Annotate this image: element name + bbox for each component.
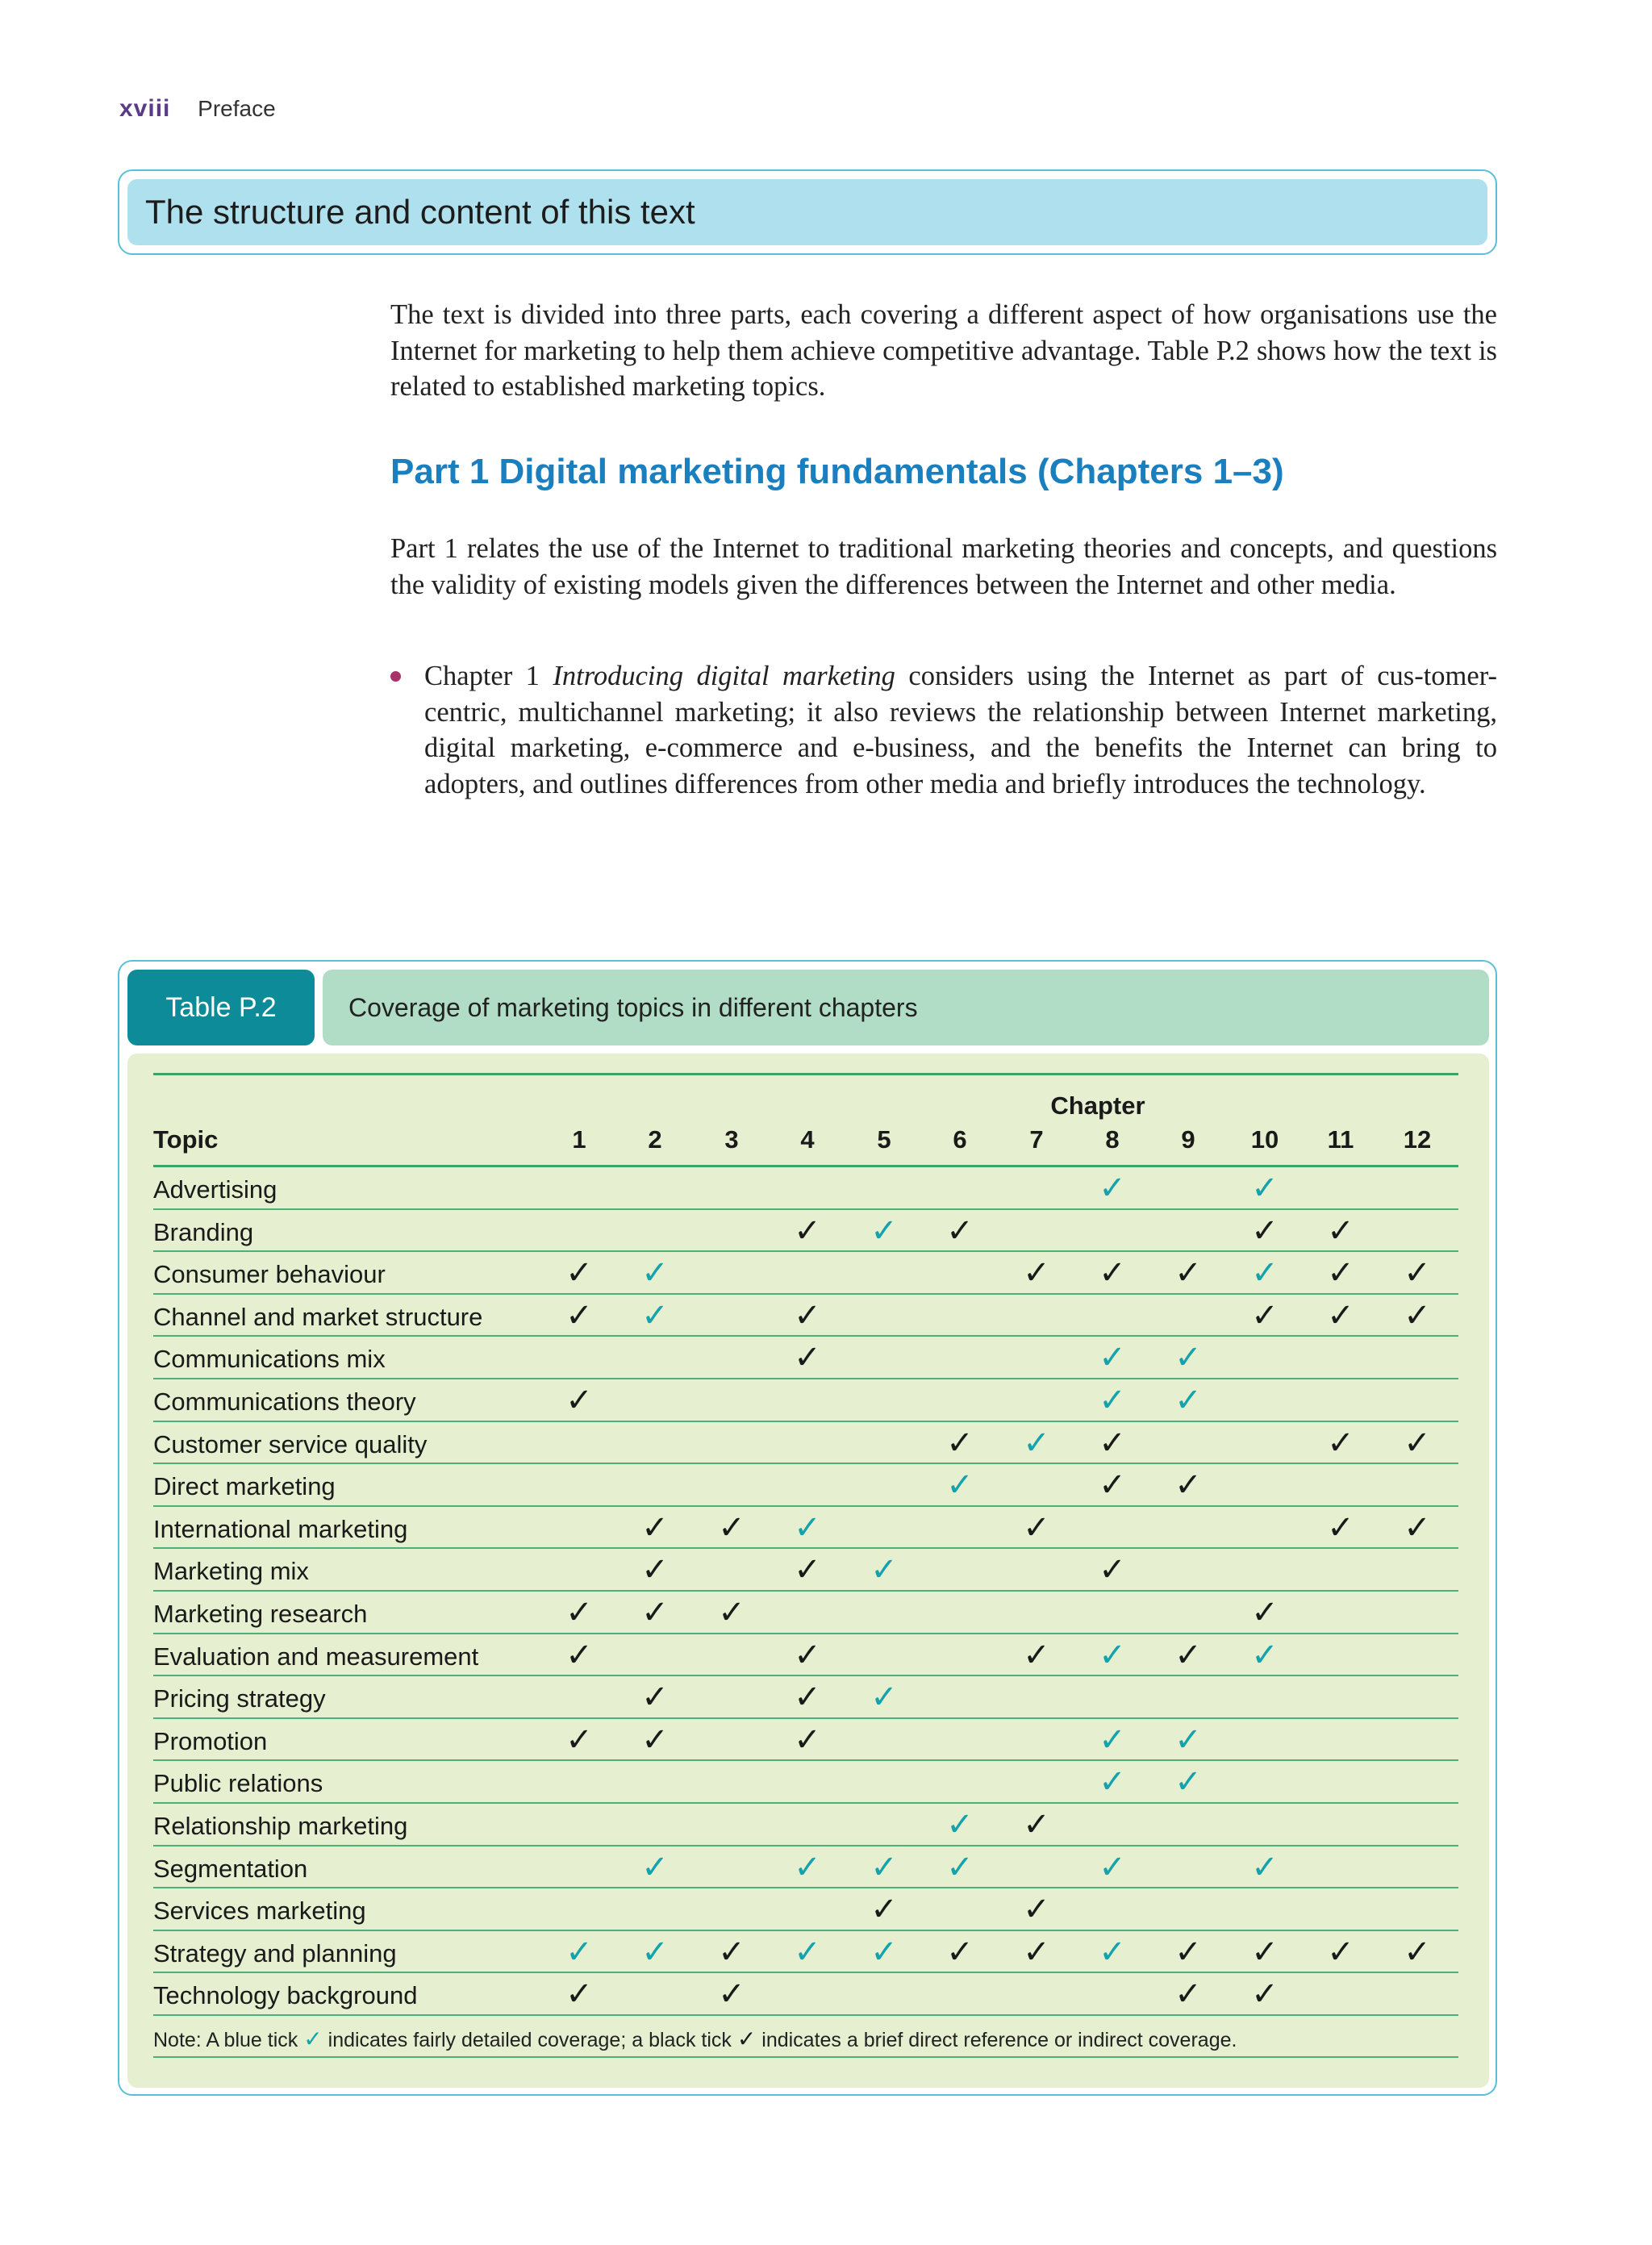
chapter-header-9: 9 <box>1181 1125 1195 1154</box>
blue-tick-icon: ✓ <box>870 1679 898 1717</box>
chapter-header-4: 4 <box>800 1125 815 1154</box>
black-tick-icon: ✓ <box>1099 1551 1126 1589</box>
black-tick-icon: ✓ <box>565 1721 593 1759</box>
black-tick-icon: ✓ <box>1174 1254 1202 1292</box>
black-tick-icon: ✓ <box>1251 1296 1279 1334</box>
section-title-box <box>118 169 1497 255</box>
blue-tick-icon: ✓ <box>1251 1636 1279 1674</box>
bullet-rest: considers using the Internet as part of cus-tomer-centric, multichannel marketing; it also reviews the relationship between Internet marketing, digital marketing, e-commerce and e-business, and the benefits the Internet can bring to adopters, and outlines differences from other media and briefly introduces the technology. <box>424 661 1497 799</box>
blue-tick-icon: ✓ <box>1099 1848 1126 1886</box>
black-tick-icon: ✓ <box>794 1551 821 1589</box>
blue-tick-icon: ✓ <box>1174 1721 1202 1759</box>
black-tick-icon: ✓ <box>641 1721 669 1759</box>
topic-cell: Customer service quality <box>153 1429 428 1458</box>
black-tick-icon: ✓ <box>794 1212 821 1250</box>
black-tick-icon: ✓ <box>1023 1508 1050 1546</box>
coverage-table <box>153 1073 1458 2058</box>
table-row <box>153 1761 1458 1804</box>
table-body <box>153 1167 1458 2016</box>
black-tick-icon: ✓ <box>565 1593 593 1631</box>
blue-tick-icon: ✓ <box>870 1933 898 1971</box>
part1-heading: Part 1 Digital marketing fundamentals (Chapters 1–3) <box>390 452 1284 491</box>
table-row <box>153 1719 1458 1762</box>
topic-cell: Communications theory <box>153 1387 416 1416</box>
topic-cell: Advertising <box>153 1175 277 1204</box>
blue-tick-icon: ✓ <box>946 1848 974 1886</box>
black-tick-icon: ✓ <box>1174 1933 1202 1971</box>
note-part1: Note: A blue tick <box>153 2028 304 2051</box>
black-tick-icon: ✓ <box>794 1721 821 1759</box>
blue-tick-icon: ✓ <box>641 1933 669 1971</box>
black-tick-icon: ✓ <box>1023 1891 1050 1929</box>
table-label: Table P.2 <box>127 970 315 1045</box>
table-row <box>153 1804 1458 1846</box>
topic-cell: Segmentation <box>153 1854 308 1883</box>
table-row <box>153 1931 1458 1974</box>
topic-cell: Branding <box>153 1217 254 1246</box>
black-tick-icon: ✓ <box>1327 1933 1354 1971</box>
black-tick-icon: ✓ <box>641 1679 669 1717</box>
table-row <box>153 1549 1458 1592</box>
topic-cell: Pricing strategy <box>153 1684 326 1713</box>
table-note <box>153 2016 1458 2058</box>
black-tick-icon: ✓ <box>1251 1976 1279 2013</box>
table-header <box>153 1075 1458 1167</box>
black-tick-icon: ✓ <box>641 1593 669 1631</box>
black-tick-icon: ✓ <box>1251 1933 1279 1971</box>
black-tick-icon: ✓ <box>1404 1933 1431 1971</box>
topic-cell: Channel and market structure <box>153 1302 483 1331</box>
blue-tick-icon: ✓ <box>1251 1254 1279 1292</box>
black-tick-icon: ✓ <box>946 1933 974 1971</box>
black-tick-icon: ✓ <box>1251 1593 1279 1631</box>
chapter-header-1: 1 <box>572 1125 586 1154</box>
black-tick-icon: ✓ <box>1099 1467 1126 1504</box>
bullet-dot-icon <box>390 671 401 682</box>
blue-tick-icon: ✓ <box>1099 1763 1126 1801</box>
topic-cell: Strategy and planning <box>153 1938 397 1968</box>
black-tick-icon: ✓ <box>565 1381 593 1419</box>
black-tick-icon: ✓ <box>565 1296 593 1334</box>
part1-paragraph: Part 1 relates the use of the Internet to traditional marketing theories and concepts, and questions the validity of existing models given the differences between the Internet and other media. <box>390 533 1497 600</box>
blue-tick-icon: ✓ <box>1099 1933 1126 1971</box>
black-tick-icon: ✓ <box>946 1424 974 1462</box>
topic-cell: Consumer behaviour <box>153 1260 386 1289</box>
table-row <box>153 1295 1458 1337</box>
bullet-text <box>424 658 1497 802</box>
black-tick-icon: ✓ <box>794 1339 821 1377</box>
black-tick-icon: ✓ <box>718 1933 745 1971</box>
black-tick-icon: ✓ <box>736 2025 757 2052</box>
topic-cell: Public relations <box>153 1769 323 1798</box>
table-row <box>153 1888 1458 1931</box>
running-section: Preface <box>198 96 276 121</box>
blue-tick-icon: ✓ <box>794 1508 821 1546</box>
chapter-header-2: 2 <box>648 1125 662 1154</box>
table-row <box>153 1422 1458 1465</box>
black-tick-icon: ✓ <box>870 1891 898 1929</box>
blue-tick-icon: ✓ <box>870 1212 898 1250</box>
blue-tick-icon: ✓ <box>641 1296 669 1334</box>
bullet-title: Introducing digital marketing <box>553 661 895 691</box>
table-row <box>153 1846 1458 1889</box>
topic-cell: Evaluation and measurement <box>153 1642 479 1671</box>
topic-cell: Relationship marketing <box>153 1811 408 1840</box>
black-tick-icon: ✓ <box>794 1296 821 1334</box>
black-tick-icon: ✓ <box>1404 1254 1431 1292</box>
chapter-header-12: 12 <box>1403 1125 1432 1154</box>
topic-cell: Marketing mix <box>153 1557 309 1586</box>
table-row <box>153 1676 1458 1719</box>
black-tick-icon: ✓ <box>565 1254 593 1292</box>
black-tick-icon: ✓ <box>641 1508 669 1546</box>
black-tick-icon: ✓ <box>1404 1296 1431 1334</box>
chapter-header-7: 7 <box>1029 1125 1044 1154</box>
black-tick-icon: ✓ <box>1023 1805 1050 1843</box>
blue-tick-icon: ✓ <box>1099 1339 1126 1377</box>
chapter-header-11: 11 <box>1327 1125 1354 1154</box>
topic-cell: Direct marketing <box>153 1472 336 1501</box>
black-tick-icon: ✓ <box>1251 1212 1279 1250</box>
black-tick-icon: ✓ <box>641 1551 669 1589</box>
table-row <box>153 1252 1458 1295</box>
bullet-prefix: Chapter 1 <box>424 661 553 691</box>
table-row <box>153 1464 1458 1507</box>
table-row <box>153 1507 1458 1550</box>
black-tick-icon: ✓ <box>1023 1636 1050 1674</box>
black-tick-icon: ✓ <box>718 1508 745 1546</box>
chapter-header-5: 5 <box>877 1125 891 1154</box>
table-row <box>153 1592 1458 1634</box>
table-row <box>153 1379 1458 1422</box>
table-row <box>153 1210 1458 1253</box>
topic-cell: International marketing <box>153 1514 408 1543</box>
blue-tick-icon: ✓ <box>641 1848 669 1886</box>
table-box <box>118 960 1497 2096</box>
chapter-header-6: 6 <box>953 1125 967 1154</box>
blue-tick-icon: ✓ <box>870 1551 898 1589</box>
black-tick-icon: ✓ <box>1404 1508 1431 1546</box>
blue-tick-icon: ✓ <box>303 2025 323 2052</box>
black-tick-icon: ✓ <box>718 1593 745 1631</box>
table-row <box>153 1973 1458 2016</box>
blue-tick-icon: ✓ <box>870 1848 898 1886</box>
table-caption: Coverage of marketing topics in different chapters <box>323 970 1489 1045</box>
topic-cell: Communications mix <box>153 1345 386 1374</box>
blue-tick-icon: ✓ <box>794 1933 821 1971</box>
black-tick-icon: ✓ <box>1327 1424 1354 1462</box>
chapter-header-10: 10 <box>1250 1125 1279 1154</box>
black-tick-icon: ✓ <box>1174 1467 1202 1504</box>
blue-tick-icon: ✓ <box>641 1254 669 1292</box>
section-title: The structure and content of this text <box>145 193 695 231</box>
blue-tick-icon: ✓ <box>1099 1170 1126 1207</box>
blue-tick-icon: ✓ <box>565 1933 593 1971</box>
blue-tick-icon: ✓ <box>1174 1339 1202 1377</box>
blue-tick-icon: ✓ <box>1099 1381 1126 1419</box>
topic-cell: Technology background <box>153 1981 418 2010</box>
chapter1-bullet <box>390 658 1497 802</box>
blue-tick-icon: ✓ <box>1099 1636 1126 1674</box>
table-row <box>153 1634 1458 1677</box>
table-row <box>153 1337 1458 1379</box>
black-tick-icon: ✓ <box>1099 1424 1126 1462</box>
chapter-group-header: Chapter <box>1050 1091 1145 1120</box>
black-tick-icon: ✓ <box>565 1976 593 2013</box>
note-part3: indicates a brief direct reference or indirect coverage. <box>756 2028 1237 2051</box>
topic-cell: Promotion <box>153 1726 268 1755</box>
black-tick-icon: ✓ <box>1327 1254 1354 1292</box>
chapter-header-3: 3 <box>724 1125 739 1154</box>
note-part2: indicates fairly detailed coverage; a black tick <box>322 2028 737 2051</box>
table-row <box>153 1167 1458 1210</box>
black-tick-icon: ✓ <box>1023 1254 1050 1292</box>
black-tick-icon: ✓ <box>1404 1424 1431 1462</box>
black-tick-icon: ✓ <box>794 1679 821 1717</box>
blue-tick-icon: ✓ <box>1174 1763 1202 1801</box>
black-tick-icon: ✓ <box>794 1636 821 1674</box>
blue-tick-icon: ✓ <box>794 1848 821 1886</box>
intro-paragraph: The text is divided into three parts, each covering a different aspect of how organisations use the Internet for marketing to help them achieve competitive advantage. Table P.2 shows how the text is related to established marketing topics. <box>390 299 1497 402</box>
topic-cell: Marketing research <box>153 1599 368 1628</box>
topic-cell: Services marketing <box>153 1897 366 1926</box>
black-tick-icon: ✓ <box>718 1976 745 2013</box>
blue-tick-icon: ✓ <box>1251 1848 1279 1886</box>
blue-tick-icon: ✓ <box>1023 1424 1050 1462</box>
running-head <box>119 95 276 123</box>
black-tick-icon: ✓ <box>1023 1933 1050 1971</box>
black-tick-icon: ✓ <box>1174 1636 1202 1674</box>
black-tick-icon: ✓ <box>1174 1976 1202 2013</box>
blue-tick-icon: ✓ <box>946 1805 974 1843</box>
blue-tick-icon: ✓ <box>946 1467 974 1504</box>
black-tick-icon: ✓ <box>1327 1296 1354 1334</box>
blue-tick-icon: ✓ <box>1251 1170 1279 1207</box>
black-tick-icon: ✓ <box>565 1636 593 1674</box>
black-tick-icon: ✓ <box>946 1212 974 1250</box>
blue-tick-icon: ✓ <box>1174 1381 1202 1419</box>
blue-tick-icon: ✓ <box>1099 1721 1126 1759</box>
black-tick-icon: ✓ <box>1327 1508 1354 1546</box>
black-tick-icon: ✓ <box>1099 1254 1126 1292</box>
black-tick-icon: ✓ <box>1327 1212 1354 1250</box>
table-area <box>127 1054 1489 2088</box>
topic-header: Topic <box>153 1125 219 1154</box>
page-number: xviii <box>119 95 171 122</box>
chapter-header-8: 8 <box>1105 1125 1120 1154</box>
